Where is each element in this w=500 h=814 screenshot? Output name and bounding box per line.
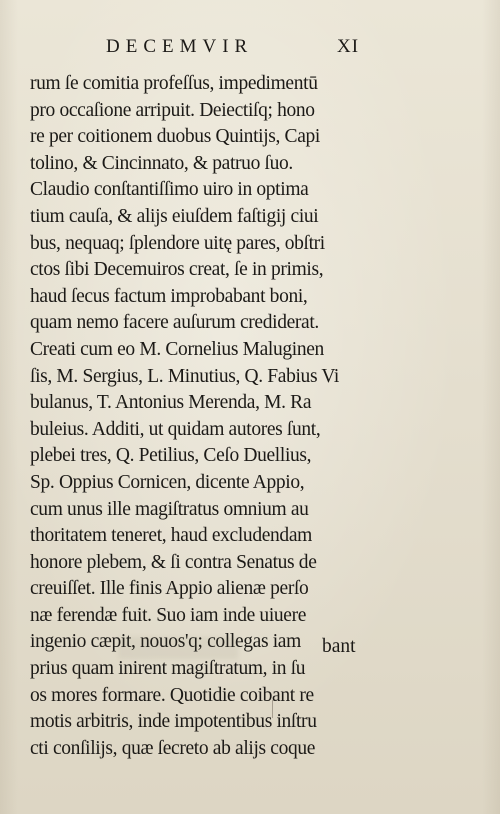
running-title: DECEMVIR: [106, 36, 254, 57]
text-line: quam nemo facere auſurum crediderat.: [30, 312, 319, 334]
text-line: ingenio cæpit, nouos'q; collegas iam: [30, 631, 301, 653]
text-line: ctos ſibi Decemuiros creat, ſe in primis,: [30, 259, 324, 281]
text-line: Claudio conſtantiſſimo uiro in optima: [30, 179, 309, 201]
text-line: tium cauſa, & alijs eiuſdem faſtigij ciui: [30, 205, 319, 227]
text-line: cti conſilijs, quæ ſecreto ab alijs coque: [30, 737, 316, 759]
text-line: Sp. Oppius Cornicen, dicente Appio,: [30, 471, 305, 493]
text-line: rum ſe comitia profeſſus, impedimentū: [30, 73, 318, 94]
text-line: thoritatem teneret, haud excludendam: [30, 525, 312, 547]
text-line: motis arbitris, inde impotentibus inſtru: [30, 711, 317, 733]
ink-show-through: [118, 637, 238, 659]
text-line: buleius. Additi, ut quidam autores ſunt,: [30, 418, 321, 440]
margin-mark: [272, 700, 273, 718]
text-line: creuiſſet. Ille finis Appio alienæ perſo: [30, 578, 309, 600]
text-line: cum unus ille magiſtratus omnium au: [30, 498, 309, 520]
text-line: Creati cum eo M. Cornelius Maluginen: [30, 338, 324, 360]
text-line: tolino, & Cincinnato, & patruo ſuo.: [30, 152, 293, 174]
text-line: honore plebem, & ſi contra Senatus de: [30, 551, 317, 573]
text-line: bulanus, T. Antonius Merenda, M. Ra: [30, 392, 312, 414]
text-line: haud ſecus factum improbabant boni,: [30, 285, 308, 307]
text-line: plebei tres, Q. Petilius, Ceſo Duellius,: [30, 445, 312, 467]
text-line: ſis, M. Sergius, L. Minutius, Q. Fabius Vi: [30, 365, 339, 387]
text-line: prius quam inirent magiſtratum, in ſu: [30, 658, 306, 680]
text-line: os mores formare. Quotidie coibant re: [30, 684, 314, 706]
text-line: re per coitionem duobus Quintijs, Capi: [30, 126, 320, 148]
text-line: pro occaſione arripuit. Deiectiſq; hono: [30, 99, 315, 121]
text-line: næ ferendæ fuit. Suo iam inde uiuere: [30, 604, 307, 626]
catchword: bant: [322, 636, 356, 657]
text-line: bus, nequaq; ſplendore uitę pares, obſtri: [30, 232, 325, 254]
running-head: [0, 36, 500, 66]
folio-number: XI: [337, 36, 360, 57]
